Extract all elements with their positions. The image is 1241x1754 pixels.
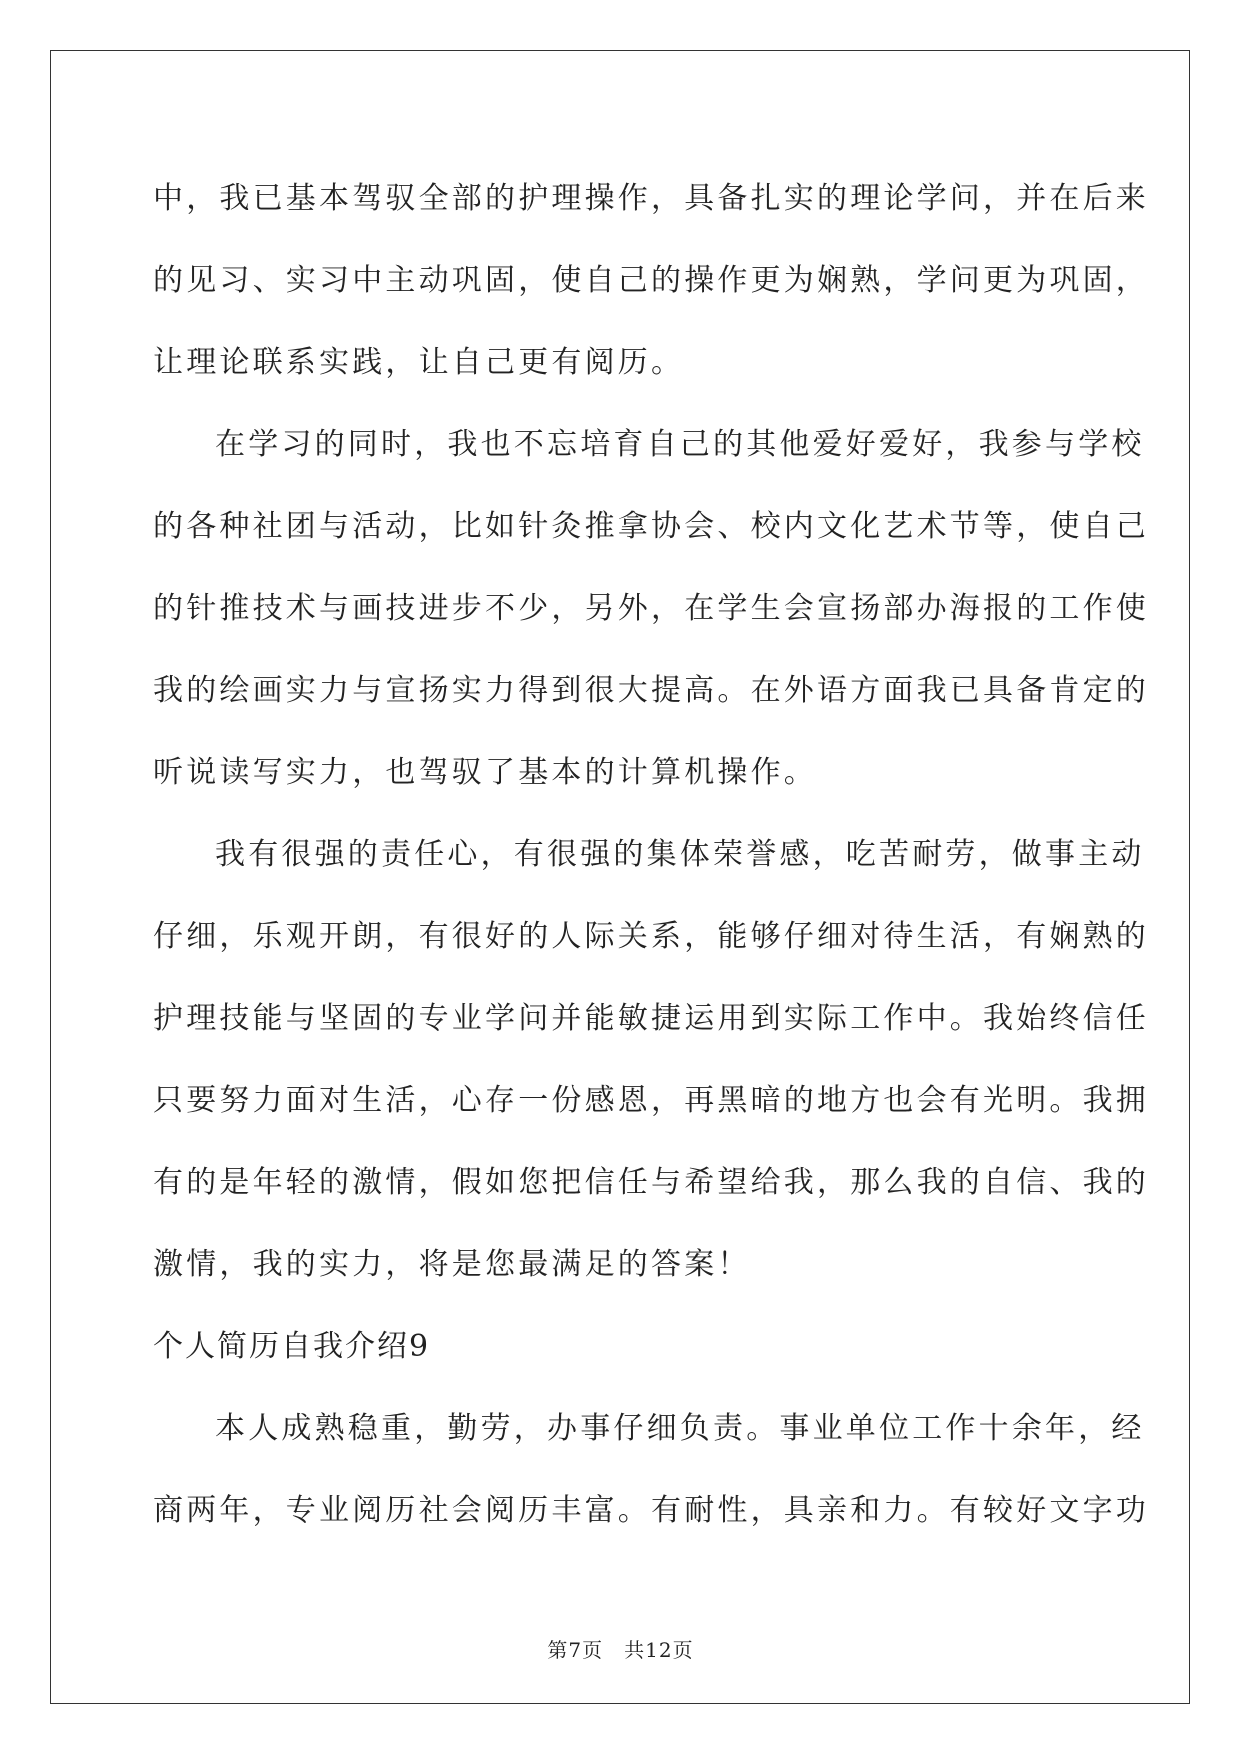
text-line: 有的是年轻的激情，假如您把信任与希望给我，那么我的自信、我的 xyxy=(153,1165,1149,1200)
text-line: 激情，我的实力，将是您最满足的答案！ xyxy=(153,1247,751,1282)
paragraph-start-line: 我有很强的责任心，有很强的集体荣誉感，吃苦耐劳，做事主动 xyxy=(215,837,1145,872)
text-line: 护理技能与坚固的专业学问并能敏捷运用到实际工作中。我始终信任 xyxy=(153,1001,1149,1036)
text-line: 的各种社团与活动，比如针灸推拿协会、校内文化艺术节等，使自己 xyxy=(153,509,1149,544)
paragraph-start-line: 在学习的同时，我也不忘培育自己的其他爱好爱好，我参与学校 xyxy=(215,427,1145,462)
document-body xyxy=(153,158,1149,1552)
paragraph-start-line: 本人成熟稳重，勤劳，办事仔细负责。事业单位工作十余年，经 xyxy=(215,1411,1145,1446)
text-line: 听说读写实力，也驾驭了基本的计算机操作。 xyxy=(153,755,817,790)
text-line: 的见习、实习中主动巩固，使自己的操作更为娴熟，学问更为巩固， xyxy=(153,263,1149,298)
text-line: 只要努力面对生活，心存一份感恩，再黑暗的地方也会有光明。我拥 xyxy=(153,1083,1149,1118)
text-line: 仔细，乐观开朗，有很好的人际关系，能够仔细对待生活，有娴熟的 xyxy=(153,919,1149,954)
text-line: 中，我已基本驾驭全部的护理操作，具备扎实的理论学问，并在后来 xyxy=(153,181,1149,216)
section-heading: 个人简历自我介绍9 xyxy=(153,1329,431,1364)
text-line: 我的绘画实力与宣扬实力得到很大提高。在外语方面我已具备肯定的 xyxy=(153,673,1149,708)
page-number-footer: 第7页 共12页 xyxy=(547,1638,694,1662)
text-line: 商两年，专业阅历社会阅历丰富。有耐性，具亲和力。有较好文字功 xyxy=(153,1493,1149,1528)
text-line: 的针推技术与画技进步不少，另外，在学生会宣扬部办海报的工作使 xyxy=(153,591,1149,626)
text-line: 让理论联系实践，让自己更有阅历。 xyxy=(153,345,685,380)
